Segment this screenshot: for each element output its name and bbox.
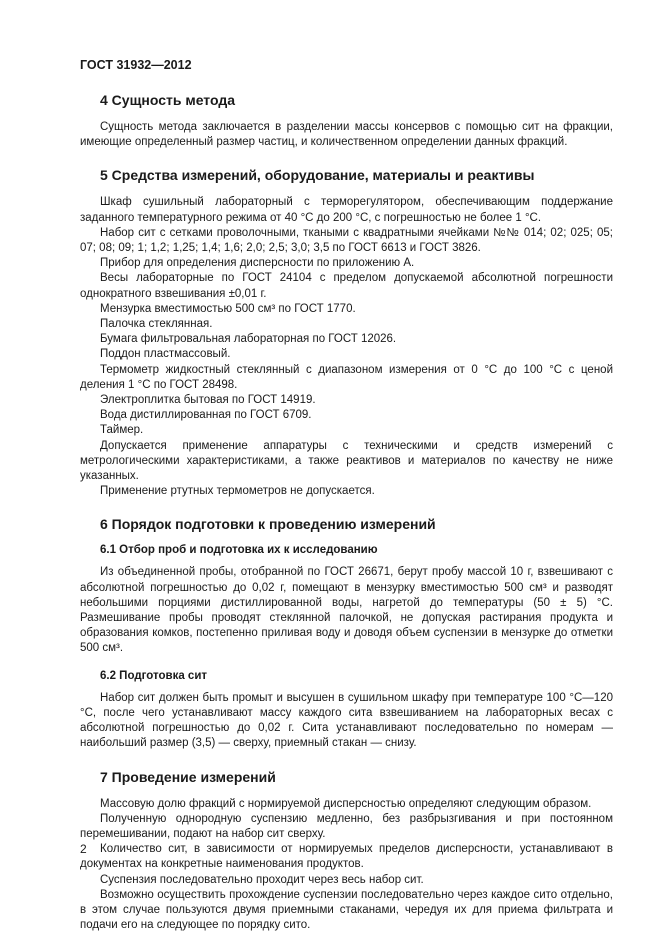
- paragraph: Набор сит должен быть промыт и высушен в сушильном шкафу при температуре 100 °С—120 °С, после чего устанавливают массу каждого сита взвешиванием на лабораторных весах с абсолютной погрешностью до 0,02 г. Сита устанавливают последовательно по номерам — наибольший размер (3,5) — сверху, приемный стакан — снизу.: [80, 691, 613, 750]
- paragraph: Полученную однородную суспензию медленно, без разбрызгивания и при постоянном перемешивании, подают на набор сит сверху.: [80, 812, 613, 840]
- section-5: [80, 167, 613, 499]
- paragraph: Применение ртутных термометров не допускается.: [100, 485, 375, 498]
- paragraph: Таймер.: [100, 424, 144, 437]
- paragraph: Весы лабораторные по ГОСТ 24104 с пределом допускаемой абсолютной погрешности однократного взвешивания ±0,01 г.: [80, 272, 613, 300]
- subsection-title: 6.1 Отбор проб и подготовка их к исследованию: [100, 544, 378, 557]
- paragraph: Массовую долю фракций с нормируемой дисперсностью определяют следующим образом.: [100, 797, 592, 810]
- paragraph: Вода дистиллированная по ГОСТ 6709.: [100, 409, 312, 422]
- paragraph: Набор сит с сетками проволочными, ткаными с квадратными ячейками №№ 014; 02; 025; 05; 07; 08; 09; 1; 1,2; 1,25; 1,4; 1,6; 2,0; 2,5; 3,0; 3,5 по ГОСТ 6613 и ГОСТ 3826.: [80, 226, 613, 255]
- document-code: ГОСТ 31932—2012: [80, 58, 192, 72]
- paragraph: Из объединенной пробы, отобранной по ГОСТ 26671, берут пробу массой 10 г, взвешивают с абсолютной погрешностью до 0,02 г, помещают в мензурку вместимостью 500 см³ и разводят небольшими порциями дистиллированной воды, нагретой до температуры (50 ± 5) °С. Размешивание пробы проводят стеклянной палочкой, не допуская растирания продукта и образования комков, постепенно приливая воду и доводя объем суспензии в мензурке до отметки 500 см³.: [80, 566, 613, 655]
- paragraph: Количество сит, в зависимости от нормируемых пределов дисперсности, устанавливают в документах на конкретные наименования продуктов.: [80, 843, 613, 871]
- section-6: [80, 516, 613, 751]
- paragraph: Мензурка вместимостью 500 см³ по ГОСТ 1770.: [100, 302, 356, 315]
- section-title: 6 Порядок подготовки к проведению измерений: [100, 516, 436, 533]
- section-4: [80, 92, 613, 150]
- paragraph: Прибор для определения дисперсности по приложению А.: [100, 257, 415, 270]
- paragraph: Электроплитка бытовая по ГОСТ 14919.: [100, 394, 316, 407]
- section-title: 4 Сущность метода: [100, 92, 236, 108]
- paragraph: Допускается применение аппаратуры с техническими и средств измерений с метрологическими характеристиками, а также реактивов и материалов по качеству не ниже указанных.: [80, 439, 613, 483]
- paragraph: Палочка стеклянная.: [100, 318, 213, 331]
- paragraph: Возможно осуществить прохождение суспензии последовательно через каждое сито отдельно, в этом случае пользуются двумя приемными стаканами, чередуя их для приема фильтрата и подачи его на следующее по порядку сито.: [80, 888, 613, 932]
- paragraph: Сущность метода заключается в разделении массы консервов с помощью сит на фракции, имеющие определенный размер частиц, и количественном определении данных фракций.: [80, 121, 613, 149]
- section-title: 7 Проведение измерений: [100, 768, 276, 785]
- paragraph: Шкаф сушильный лабораторный с терморегулятором, обеспечивающим поддержание заданного температурного режима от 40 °С до 200 °С, с погрешностью не более 1 °С.: [80, 196, 613, 224]
- page-number: 2: [80, 842, 87, 856]
- subsection-6-1: [80, 544, 613, 656]
- paragraph: Поддон пластмассовый.: [100, 348, 231, 361]
- section-7: [80, 769, 613, 934]
- paragraph: Суспензия последовательно проходит через весь набор сит.: [100, 873, 424, 886]
- subsection-title: 6.2 Подготовка сит: [100, 669, 208, 682]
- section-title: 5 Средства измерений, оборудование, материалы и реактивы: [100, 167, 535, 184]
- subsection-6-2: [80, 670, 613, 752]
- paragraph: Термометр жидкостный стеклянный с диапазоном измерения от 0 °С до 100 °С с ценой деления 1 °С по ГОСТ 28498.: [80, 363, 613, 391]
- paragraph: Бумага фильтровальная лабораторная по ГОСТ 12026.: [100, 333, 397, 346]
